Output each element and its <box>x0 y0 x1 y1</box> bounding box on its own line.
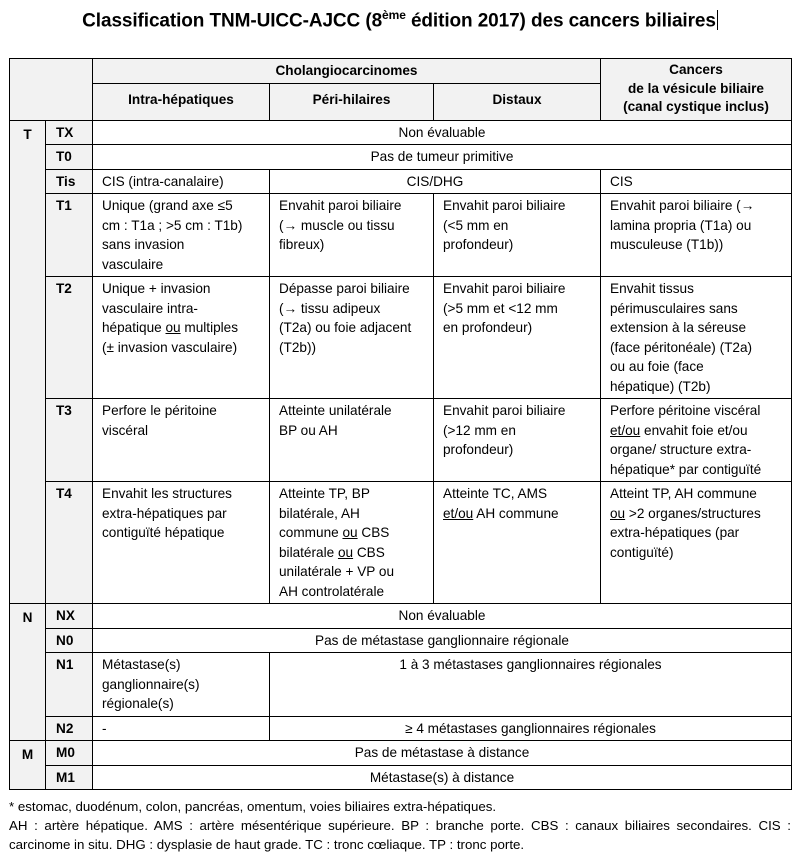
cell-T4-distaux: Atteinte TC, AMS et/ou AH commune <box>434 482 601 604</box>
code-N1: N1 <box>46 653 93 717</box>
code-N2: N2 <box>46 716 93 741</box>
cell-Tis-vesicule: CIS <box>601 169 792 194</box>
cell-M1: Métastase(s) à distance <box>93 765 792 790</box>
header-peri: Péri-hilaires <box>270 83 434 120</box>
group-T: T <box>10 120 46 604</box>
footnotes <box>9 797 791 854</box>
cell-T0: Pas de tumeur primitive <box>93 145 792 170</box>
header-distaux: Distaux <box>434 83 601 120</box>
cell-Tis-mid: CIS/DHG <box>270 169 601 194</box>
group-M: M <box>10 741 46 790</box>
cell-T3-distaux: Envahit paroi biliaire (>12 mm en profondeur) <box>434 399 601 482</box>
footnote-star: * estomac, duodénum, colon, pancréas, omentum, voies biliaires extra-hépatiques. <box>9 799 497 814</box>
cell-T1-vesicule: Envahit paroi biliaire (→ lamina propria (T1a) ou musculeuse (T1b)) <box>601 194 792 277</box>
cell-T3-intra: Perfore le péritoine viscéral <box>93 399 270 482</box>
row-T1 <box>10 194 792 277</box>
row-N1 <box>10 653 792 717</box>
cell-T2-distaux: Envahit paroi biliaire (>5 mm et <12 mm en profondeur) <box>434 277 601 399</box>
code-TX: TX <box>46 120 93 145</box>
row-TX <box>10 120 792 145</box>
tnm-table <box>9 58 792 790</box>
cell-Tis-intra: CIS (intra-canalaire) <box>93 169 270 194</box>
cell-T3-peri: Atteinte unilatérale BP ou AH <box>270 399 434 482</box>
cell-N2-span: ≥ 4 métastases ganglionnaires régionales <box>270 716 792 741</box>
page-title: Classification TNM-UICC-AJCC (8ème édition 2017) des cancers biliaires <box>82 8 716 32</box>
group-N: N <box>10 604 46 741</box>
code-T2: T2 <box>46 277 93 399</box>
cell-N1-intra: Métastase(s) ganglionnaire(s) régionale(s) <box>93 653 270 717</box>
code-M0: M0 <box>46 741 93 766</box>
row-T4 <box>10 482 792 604</box>
cell-TX: Non évaluable <box>93 120 792 145</box>
row-T3 <box>10 399 792 482</box>
footnote-abbreviations: AH : artère hépatique. AMS : artère mésentérique supérieure. BP : branche porte. CBS : canaux biliaires secondaires. CIS : carcinome in situ. DHG : dysplasie de haut grade. TC : tronc cœliaque. TP : tronc porte. <box>9 818 791 852</box>
cell-N0: Pas de métastase ganglionnaire régionale <box>93 628 792 653</box>
row-T2 <box>10 277 792 399</box>
cell-T4-vesicule: Atteint TP, AH commune ou >2 organes/structures extra-hépatiques (par contiguïté) <box>601 482 792 604</box>
header-vesicule: Cancers de la vésicule biliaire (canal cystique inclus) <box>601 59 792 121</box>
row-N2 <box>10 716 792 741</box>
cell-T1-intra: Unique (grand axe ≤5 cm : T1a ; >5 cm : T1b) sans invasion vasculaire <box>93 194 270 277</box>
header-cholangio: Cholangiocarcinomes <box>93 59 601 84</box>
code-T3: T3 <box>46 399 93 482</box>
header-row-1 <box>10 59 792 84</box>
code-T1: T1 <box>46 194 93 277</box>
code-N0: N0 <box>46 628 93 653</box>
code-T0: T0 <box>46 145 93 170</box>
text-cursor <box>717 10 718 30</box>
cell-T4-peri: Atteinte TP, BP bilatérale, AH commune ou CBS bilatérale ou CBS unilatérale + VP ou AH controlatérale <box>270 482 434 604</box>
cell-T1-peri: Envahit paroi biliaire (→ muscle ou tissu fibreux) <box>270 194 434 277</box>
cell-N2-intra: - <box>93 716 270 741</box>
cell-N1-span: 1 à 3 métastases ganglionnaires régionales <box>270 653 792 717</box>
cell-T4-intra: Envahit les structures extra-hépatiques par contiguïté hépatique <box>93 482 270 604</box>
row-T0 <box>10 145 792 170</box>
cell-NX: Non évaluable <box>93 604 792 629</box>
cell-T3-vesicule: Perfore péritoine viscéral et/ou envahit foie et/ou organe/ structure extra- hépatique* par contiguïté <box>601 399 792 482</box>
row-M0 <box>10 741 792 766</box>
row-N0 <box>10 628 792 653</box>
cell-T2-intra: Unique + invasion vasculaire intra- hépatique ou multiples (± invasion vasculaire) <box>93 277 270 399</box>
row-M1 <box>10 765 792 790</box>
row-NX <box>10 604 792 629</box>
cell-T2-peri: Dépasse paroi biliaire (→ tissu adipeux (T2a) ou foie adjacent (T2b)) <box>270 277 434 399</box>
code-M1: M1 <box>46 765 93 790</box>
row-Tis <box>10 169 792 194</box>
code-T4: T4 <box>46 482 93 604</box>
code-NX: NX <box>46 604 93 629</box>
header-blank <box>10 59 93 121</box>
code-Tis: Tis <box>46 169 93 194</box>
cell-T2-vesicule: Envahit tissus périmusculaires sans extension à la séreuse (face péritonéale) (T2a) ou au foie (face hépatique) (T2b) <box>601 277 792 399</box>
cell-M0: Pas de métastase à distance <box>93 741 792 766</box>
header-intra: Intra-hépatiques <box>93 83 270 120</box>
cell-T1-distaux: Envahit paroi biliaire (<5 mm en profondeur) <box>434 194 601 277</box>
